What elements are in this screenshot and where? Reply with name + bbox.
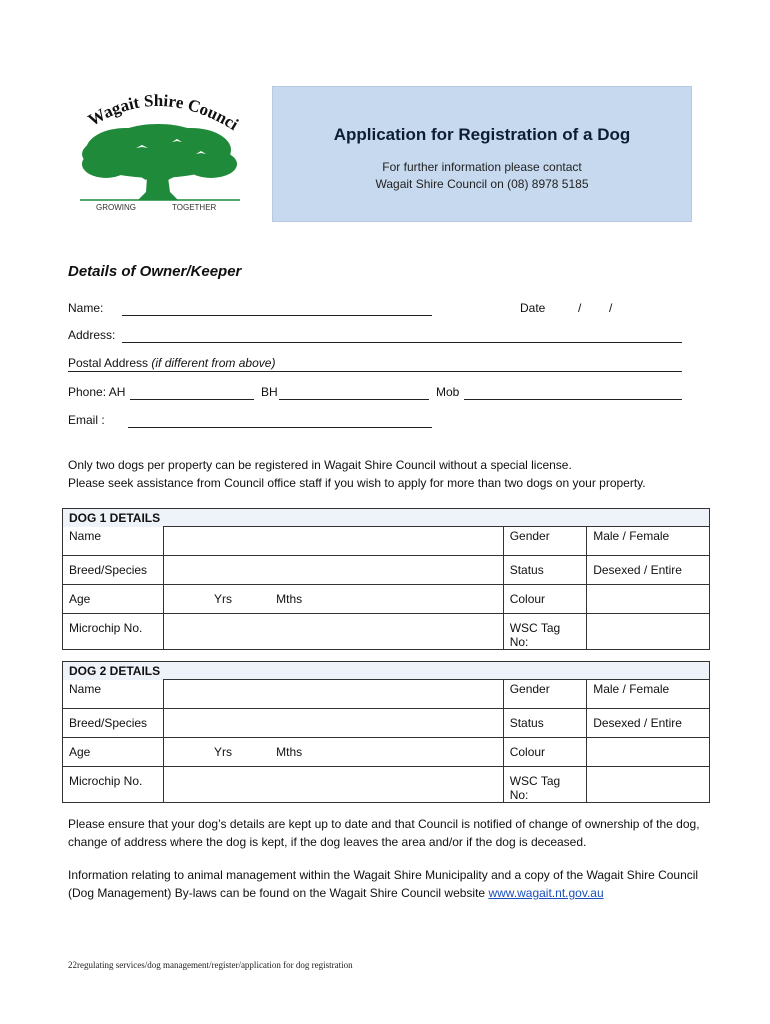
dog-1-name-field[interactable] [164, 527, 504, 556]
dog-2-microchip-label-cell: Microchip No. [63, 767, 164, 803]
dog-1-age-label-cell: Age [63, 585, 164, 614]
postal-address-field[interactable] [68, 371, 682, 372]
dog-1-yrs-cell: Yrs [208, 585, 270, 614]
dog-1-microchip-field[interactable] [164, 614, 504, 650]
dog-2-microchip-field[interactable] [164, 767, 504, 803]
dog-2-title: DOG 2 DETAILS [69, 664, 161, 678]
date-label: Date [520, 301, 546, 315]
name-label: Name: [68, 301, 104, 315]
table-row [63, 527, 710, 556]
address-label: Address: [68, 328, 116, 342]
dog-1-status-options[interactable]: Desexed / Entire [587, 556, 710, 585]
email-label: Email : [68, 413, 105, 427]
phone-ah-label: Phone: AH [68, 385, 126, 399]
dog-2-colour-field[interactable] [587, 738, 710, 767]
dog-2-breed-field[interactable] [164, 709, 504, 738]
dog-2-status-label-cell: Status [503, 709, 587, 738]
email-field[interactable] [128, 427, 432, 428]
owner-section-heading: Details of Owner/Keeper [68, 263, 242, 280]
dog-1-tag-field[interactable] [587, 614, 710, 650]
name-field[interactable] [122, 315, 432, 316]
dog-1-colour-field[interactable] [587, 585, 710, 614]
logo-motto-left: GROWING [96, 203, 136, 212]
date-separator-2: / [609, 301, 613, 315]
dog-1-mths-cell: Mths [270, 585, 366, 614]
dog-2-header [63, 662, 710, 680]
phone-bh-field[interactable] [279, 399, 429, 400]
table-row [63, 738, 710, 767]
contact-line-2: Wagait Shire Council on (08) 8978 5185 [375, 177, 589, 191]
dog-1-age-years-field[interactable] [164, 585, 208, 614]
dog-2-name-label-cell: Name [63, 680, 164, 709]
notice-line-1: Only two dogs per property can be registered in Wagait Shire Council without a special license. [68, 458, 572, 472]
dog-1-name-label-cell: Name [63, 527, 164, 556]
date-separator-1: / [578, 301, 582, 315]
dog-2-yrs-cell: Yrs [208, 738, 270, 767]
dog-2-age-label-cell: Age [63, 738, 164, 767]
table-row [63, 767, 710, 803]
registration-notice [68, 456, 708, 492]
phone-ah-field[interactable] [130, 399, 254, 400]
table-row [63, 614, 710, 650]
dog-1-gender-options[interactable]: Male / Female [587, 527, 710, 556]
address-field[interactable] [122, 342, 682, 343]
dog-1-tag-label-cell: WSC Tag No: [503, 614, 587, 650]
dog-2-status-options[interactable]: Desexed / Entire [587, 709, 710, 738]
dog-2-details-table [62, 661, 710, 803]
contact-info [273, 159, 691, 193]
contact-line-1: For further information please contact [382, 160, 582, 174]
table-row [63, 556, 710, 585]
dog-1-title: DOG 1 DETAILS [69, 511, 161, 525]
dog-1-age-months-field[interactable] [366, 585, 503, 614]
phone-bh-label: BH [261, 385, 278, 399]
dog-1-microchip-label-cell: Microchip No. [63, 614, 164, 650]
bylaws-text: Information relating to animal management within the Wagait Shire Municipality and a copy of the Wagait Shire Council (Dog Management) By-laws can be found on the Wagait Shire Council website [68, 868, 699, 900]
table-row [63, 709, 710, 738]
dog-2-age-months-field[interactable] [366, 738, 503, 767]
dog-2-gender-label-cell: Gender [503, 680, 587, 709]
notice-line-2: Please seek assistance from Council office staff if you wish to apply for more than two dogs on your property. [68, 476, 646, 490]
logo-arc-text: Wagait Shire Counci [84, 92, 242, 135]
page-title: Application for Registration of a Dog [333, 125, 631, 144]
table-row [63, 680, 710, 709]
dog-2-tag-label-cell: WSC Tag No: [503, 767, 587, 803]
dog-1-colour-label-cell: Colour [503, 585, 587, 614]
bylaws-paragraph [68, 866, 708, 902]
header-box [272, 86, 692, 222]
dog-1-header [63, 509, 710, 527]
council-logo [76, 92, 244, 214]
update-details-paragraph: Please ensure that your dog’s details are kept up to date and that Council is notified of change of ownership of the dog, change of address where the dog is kept, if the dog leaves the area and/or if the dog is deceased. [68, 817, 700, 849]
council-website-link[interactable]: www.wagait.nt.gov.au [488, 886, 604, 900]
dog-1-breed-field[interactable] [164, 556, 504, 585]
table-row [63, 585, 710, 614]
dog-1-breed-label-cell: Breed/Species [63, 556, 164, 585]
dog-1-details-table [62, 508, 710, 650]
dog-1-gender-label-cell: Gender [503, 527, 587, 556]
logo-motto-right: TOGETHER [172, 203, 217, 212]
postal-address-label [68, 356, 275, 370]
tree-logo-icon [76, 92, 244, 214]
dog-2-name-field[interactable] [164, 680, 504, 709]
mobile-label: Mob [436, 385, 460, 399]
postal-label-text: Postal Address [68, 356, 149, 370]
dog-2-mths-cell: Mths [270, 738, 366, 767]
postal-label-note: (if different from above) [151, 356, 276, 370]
dog-2-gender-options[interactable]: Male / Female [587, 680, 710, 709]
dog-2-colour-label-cell: Colour [503, 738, 587, 767]
footer-file-path: 22regulating services/dog management/register/application for dog registration [68, 960, 353, 970]
dog-2-age-years-field[interactable] [164, 738, 208, 767]
dog-1-status-label-cell: Status [503, 556, 587, 585]
dog-2-breed-label-cell: Breed/Species [63, 709, 164, 738]
dog-2-tag-field[interactable] [587, 767, 710, 803]
mobile-field[interactable] [464, 399, 682, 400]
